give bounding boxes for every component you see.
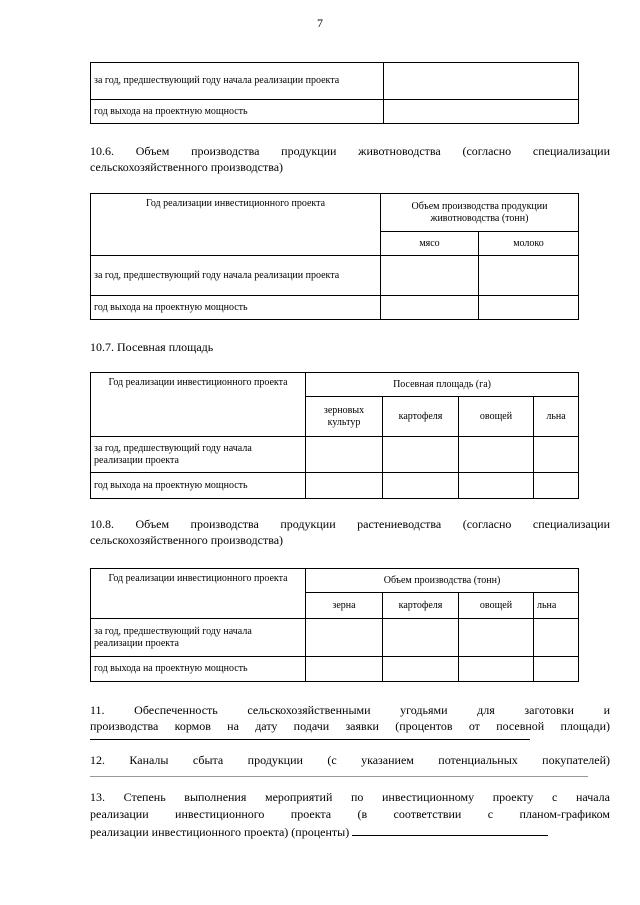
section-11-answer-line[interactable]: [90, 739, 530, 740]
table-cell[interactable]: [381, 256, 479, 296]
section-11-line2: производства кормов на дату подачи заявки (процентов от посевной площади): [90, 719, 610, 733]
table-cell[interactable]: [534, 619, 579, 657]
sub-header-potato: картофеля: [383, 593, 459, 619]
sub-header-grain: зерновых культур: [306, 397, 383, 437]
table-cell[interactable]: [459, 437, 534, 473]
row-label: год выхода на проектную мощность: [91, 296, 381, 320]
section-13-answer-line[interactable]: [352, 823, 548, 836]
table-cell[interactable]: [306, 619, 383, 657]
row-label: год выхода на проектную мощность: [91, 100, 384, 124]
table-cell[interactable]: [306, 657, 383, 682]
section-10-7-title: 10.7. Посевная площадь: [90, 340, 214, 354]
sub-header-meat: мясо: [381, 232, 479, 256]
sub-header-flax: льна: [534, 593, 579, 619]
col-header-volume: Объем производства (тонн): [306, 569, 579, 593]
table-cell[interactable]: [384, 63, 579, 100]
section-10-6-title: 10.6. Объем производства продукции животноводства (согласно специализации сельскохозяйственного производства): [90, 144, 610, 174]
row-label: за год, предшествующий году начала реализации проекта: [91, 256, 381, 296]
col-header-area: Посевная площадь (га): [306, 373, 579, 397]
section-13-line1: 13. Степень выполнения мероприятий по инвестиционному проекту с начала: [90, 790, 610, 804]
crop-production-table: [90, 568, 579, 682]
section-12-answer-line[interactable]: [90, 776, 588, 777]
section-13-line3-text: реализации инвестиционного проекта) (проценты): [90, 825, 350, 839]
col-header-year: Год реализации инвестиционного проекта: [91, 194, 381, 256]
row-label: год выхода на проектную мощность: [91, 657, 306, 682]
sub-header-grain: зерна: [306, 593, 383, 619]
row-label: год выхода на проектную мощность: [91, 473, 306, 499]
table-cell[interactable]: [479, 296, 579, 320]
continuation-table: [90, 62, 579, 124]
sub-header-flax: льна: [534, 397, 579, 437]
table-cell[interactable]: [479, 256, 579, 296]
table-cell[interactable]: [383, 619, 459, 657]
table-cell[interactable]: [459, 619, 534, 657]
table-cell[interactable]: [459, 657, 534, 682]
table-cell[interactable]: [306, 473, 383, 499]
section-13-line2: реализации инвестиционного проекта (в соответствии с планом-графиком: [90, 807, 610, 821]
table-cell[interactable]: [381, 296, 479, 320]
table-cell[interactable]: [534, 437, 579, 473]
table-cell[interactable]: [534, 657, 579, 682]
table-cell[interactable]: [384, 100, 579, 124]
row-label: за год, предшествующий году начала реализации проекта: [91, 63, 384, 100]
section-12-line1: 12. Каналы сбыта продукции (с указанием потенциальных покупателей): [90, 753, 610, 767]
table-cell[interactable]: [534, 473, 579, 499]
sub-header-potato: картофеля: [383, 397, 459, 437]
col-header-volume: Объем производства продукции животноводства (тонн): [381, 194, 579, 232]
row-label: за год, предшествующий году начала реализации проекта: [91, 619, 306, 657]
section-13-line3: [90, 823, 610, 840]
table-cell[interactable]: [383, 657, 459, 682]
table-cell[interactable]: [306, 437, 383, 473]
livestock-table: [90, 193, 579, 320]
sub-header-vegetables: овощей: [459, 593, 534, 619]
sub-header-vegetables: овощей: [459, 397, 534, 437]
col-header-year: Год реализации инвестиционного проекта: [91, 373, 306, 437]
page-number: 7: [317, 16, 323, 30]
table-cell[interactable]: [459, 473, 534, 499]
col-header-year: Год реализации инвестиционного проекта: [91, 569, 306, 619]
table-cell[interactable]: [383, 473, 459, 499]
row-label: за год, предшествующий году начала реализации проекта: [91, 437, 306, 473]
table-cell[interactable]: [383, 437, 459, 473]
section-11-line1: 11. Обеспеченность сельскохозяйственными угодьями для заготовки и: [90, 703, 610, 717]
sub-header-milk: молоко: [479, 232, 579, 256]
section-10-8-title: 10.8. Объем производства продукции растениеводства (согласно специализации сельскохозяйственного производства): [90, 517, 610, 547]
sown-area-table: [90, 372, 579, 499]
